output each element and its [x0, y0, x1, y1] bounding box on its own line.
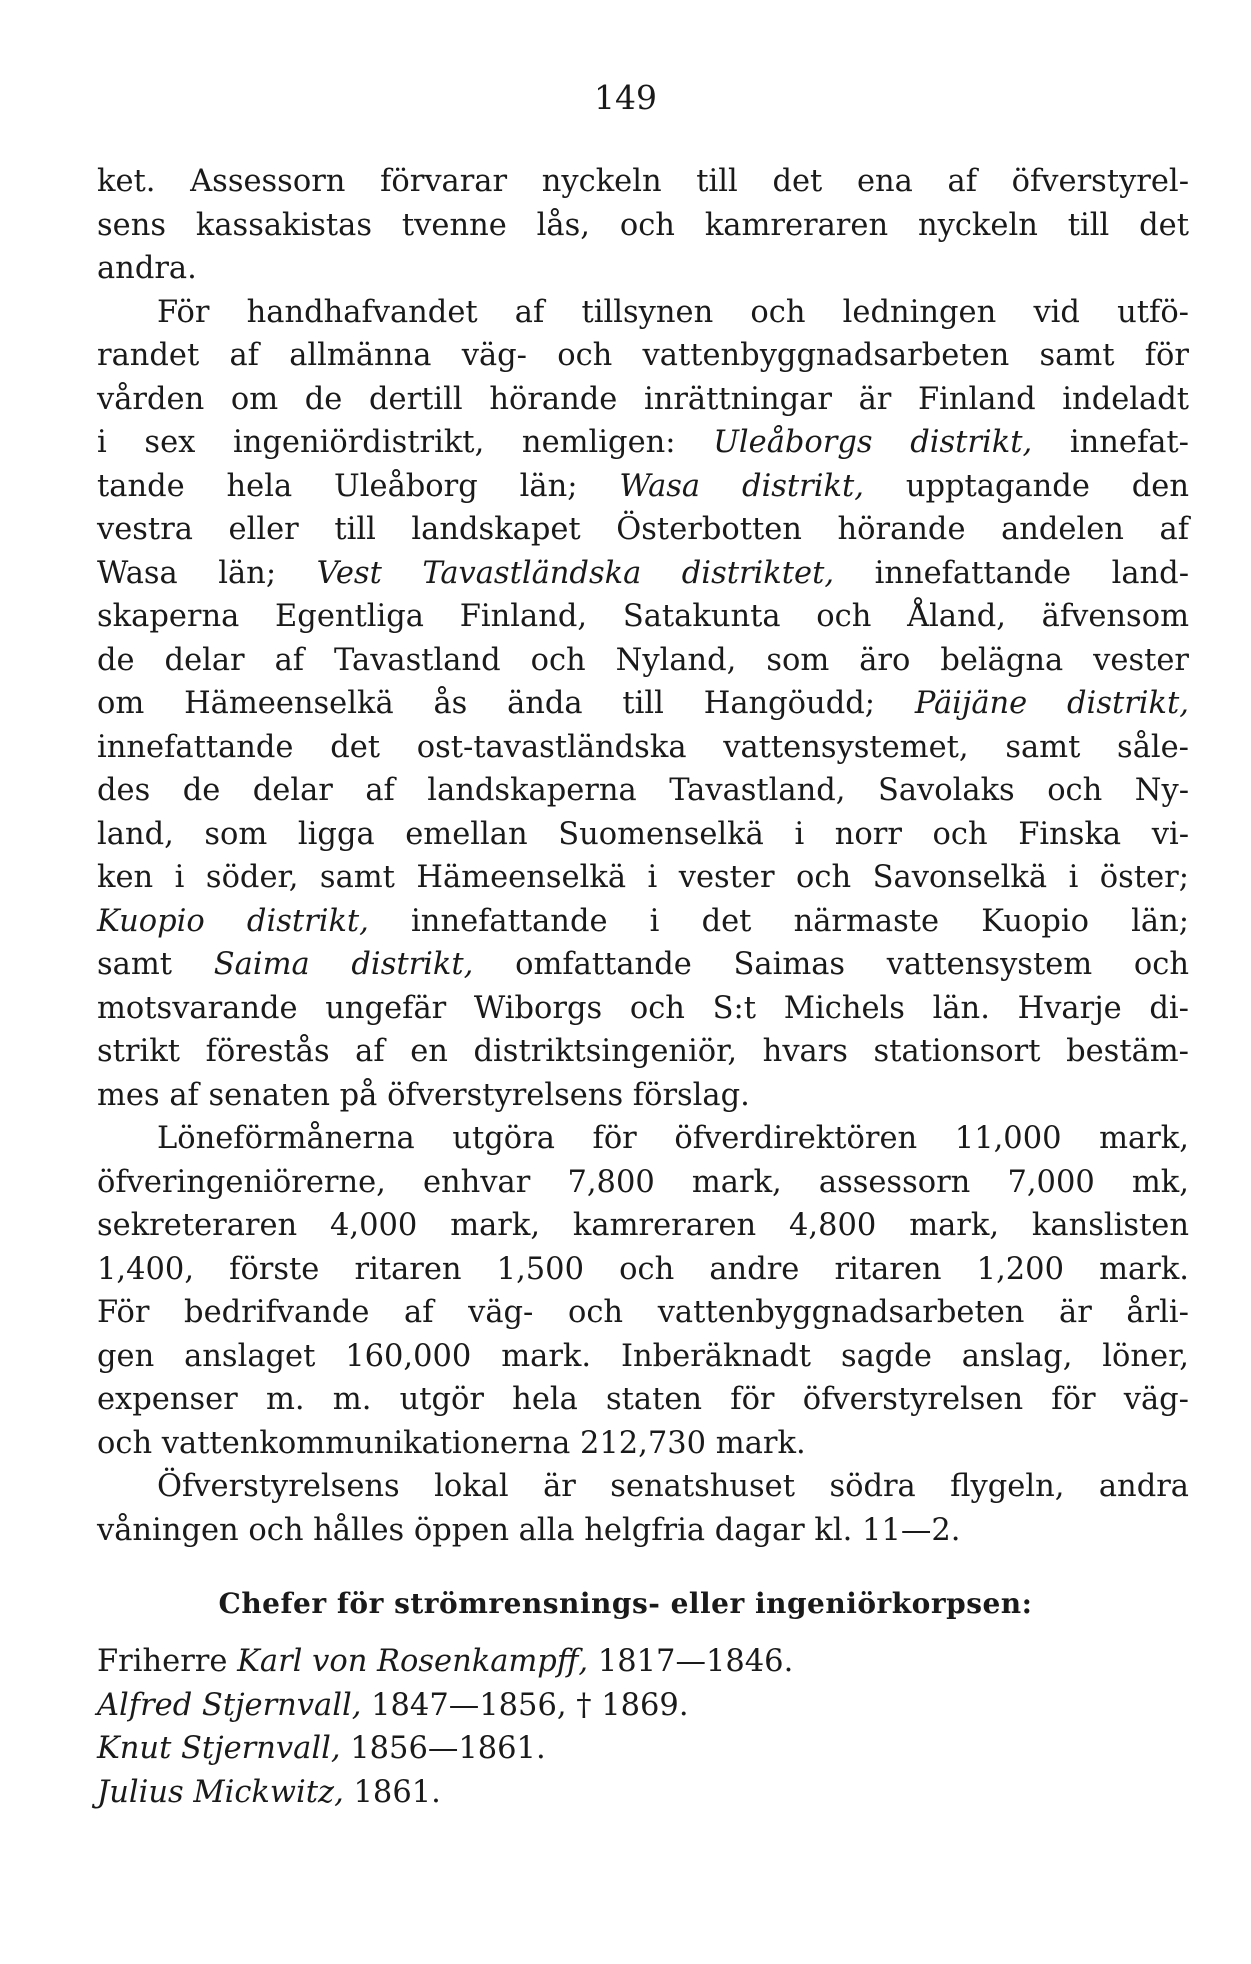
text-line [97, 856, 1189, 900]
text-segment: 1847—1856, † 1869. [361, 1687, 689, 1723]
italic-text: Julius Mickwitz, [97, 1774, 344, 1810]
text-line [97, 1204, 1189, 1248]
text-line [97, 378, 1189, 422]
text-line [97, 1378, 1189, 1422]
text-segment: expenser m. m. utgör hela staten för öfverstyrelsen för väg- [97, 1382, 1189, 1417]
text-line [97, 291, 1189, 335]
text-segment: våningen och hålles öppen alla helgfria dagar kl. 11—2. [97, 1512, 961, 1548]
text-segment: 1861. [343, 1774, 441, 1810]
text-segment: innefattande i det närmaste Kuopio län; [368, 903, 1190, 939]
italic-text: Vest Tavastländska distriktet, [316, 555, 835, 591]
text-segment: tande hela Uleåborg län; [97, 468, 620, 504]
text-line [97, 726, 1189, 770]
text-segment: För handhafvandet af tillsynen och ledningen vid utfö- [157, 294, 1189, 330]
text-segment: öfveringeniörerne, enhvar 7,800 mark, assessorn 7,000 mk, [97, 1164, 1189, 1200]
italic-text: Päijäne distrikt, [914, 686, 1189, 721]
text-line [97, 1291, 1189, 1335]
text-line [97, 334, 1189, 378]
text-segment: mes af senaten på öfverstyrelsens förslag. [97, 1077, 750, 1113]
text-segment: vestra eller till landskapet Österbotten hörande andelen af [97, 512, 1189, 547]
text-segment: randet af allmänna väg- och vattenbyggnadsarbeten samt för [97, 338, 1189, 373]
text-segment: Friherre [97, 1644, 238, 1679]
text-line [97, 421, 1189, 465]
text-line [97, 639, 1189, 683]
text-segment: ket. Assessorn förvarar nyckeln till det ena af öfverstyrel- [97, 164, 1189, 199]
text-line [97, 1335, 1189, 1379]
text-segment: För bedrifvande af väg- och vattenbyggnadsarbeten är årli- [97, 1295, 1189, 1330]
text-segment: Löneförmånerna utgöra för öfverdirektören 11,000 mark, [157, 1121, 1189, 1156]
text-line [97, 813, 1189, 857]
italic-text: Wasa distrikt, [619, 468, 864, 504]
text-line [97, 1030, 1189, 1074]
text-line [97, 465, 1189, 509]
text-segment: land, som ligga emellan Suomenselkä i norr och Finska vi- [97, 816, 1189, 852]
text-line [97, 160, 1189, 204]
page-number: 149 [594, 78, 657, 117]
text-segment: samt [97, 947, 214, 982]
text-segment: Wasa län; [97, 555, 317, 591]
chief-entry [97, 1727, 1189, 1771]
chief-entry [97, 1771, 1189, 1815]
text-segment: 1817—1846. [588, 1644, 794, 1679]
text-segment: sekreteraren 4,000 mark, kamreraren 4,800 mark, kanslisten [97, 1208, 1189, 1243]
text-line [97, 1465, 1189, 1509]
text-line [97, 1074, 1189, 1118]
text-segment: innefattande land- [834, 555, 1190, 591]
italic-text: Kuopio distrikt, [97, 903, 369, 939]
text-segment: 1,400, förste ritaren 1,500 och andre ritaren 1,200 mark. [97, 1251, 1189, 1287]
text-segment: innefat- [1032, 425, 1189, 460]
text-line [97, 1422, 1189, 1466]
text-segment: upptagande den [863, 468, 1189, 504]
chief-entry [97, 1684, 1189, 1728]
text-line [97, 595, 1189, 639]
italic-text: Knut Stjernvall, [97, 1731, 341, 1766]
text-line [97, 900, 1189, 944]
text-segment: vården om de dertill hörande inrättningar är Finland indeladt [97, 381, 1189, 417]
text-line [97, 1509, 1189, 1553]
text-segment: skaperna Egentliga Finland, Satakunta och Åland, äfvensom [97, 599, 1189, 634]
text-line [97, 1161, 1189, 1205]
text-line [97, 552, 1189, 596]
text-line [97, 508, 1189, 552]
text-line [97, 943, 1189, 987]
section-heading: Chefer för strömrensnings- eller ingeniörkorpsen: [218, 1587, 1033, 1620]
italic-text: Karl von Rosenkampff, [237, 1644, 589, 1679]
text-segment: sens kassakistas tvenne lås, och kamreraren nyckeln till det [97, 207, 1189, 243]
text-segment: om Hämeenselkä ås ända till Hangöudd; [97, 686, 915, 721]
text-segment: gen anslaget 160,000 mark. Inberäknadt sagde anslag, löner, [97, 1338, 1189, 1374]
text-line [97, 204, 1189, 248]
text-line [97, 682, 1189, 726]
text-segment: innefattande det ost-tavastländska vattensystemet, samt såle- [97, 729, 1189, 765]
text-segment: i sex ingeniördistrikt, nemligen: [97, 425, 714, 460]
chiefs-list [97, 1640, 1189, 1814]
text-line [97, 1248, 1189, 1292]
text-segment: Öfverstyrelsens lokal är senatshuset södra flygeln, andra [157, 1469, 1189, 1504]
text-segment: strikt förestås af en distriktsingeniör, hvars stationsort bestäm- [97, 1034, 1189, 1069]
chief-entry [97, 1640, 1189, 1684]
text-segment: andra. [97, 251, 197, 286]
italic-text: Uleåborgs distrikt, [713, 425, 1033, 460]
text-segment: motsvarande ungefär Wiborgs och S:t Michels län. Hvarje di- [97, 990, 1189, 1026]
italic-text: Alfred Stjernvall, [97, 1687, 362, 1723]
text-line [97, 247, 1189, 291]
text-segment: och vattenkommunikationerna 212,730 mark. [97, 1425, 806, 1461]
text-line [97, 769, 1189, 813]
text-line [97, 987, 1189, 1031]
text-segment: omfattande Saimas vattensystem och [473, 947, 1190, 982]
italic-text: Saima distrikt, [213, 947, 474, 982]
text-line [97, 1117, 1189, 1161]
text-segment: 1856—1861. [340, 1731, 546, 1766]
text-segment: ken i söder, samt Hämeenselkä i vester och Savonselkä i öster; [97, 860, 1189, 895]
text-segment: des de delar af landskaperna Tavastland, Savolaks och Ny- [97, 773, 1189, 808]
body-text [97, 160, 1189, 1552]
text-segment: de delar af Tavastland och Nyland, som äro belägna vester [97, 642, 1189, 678]
